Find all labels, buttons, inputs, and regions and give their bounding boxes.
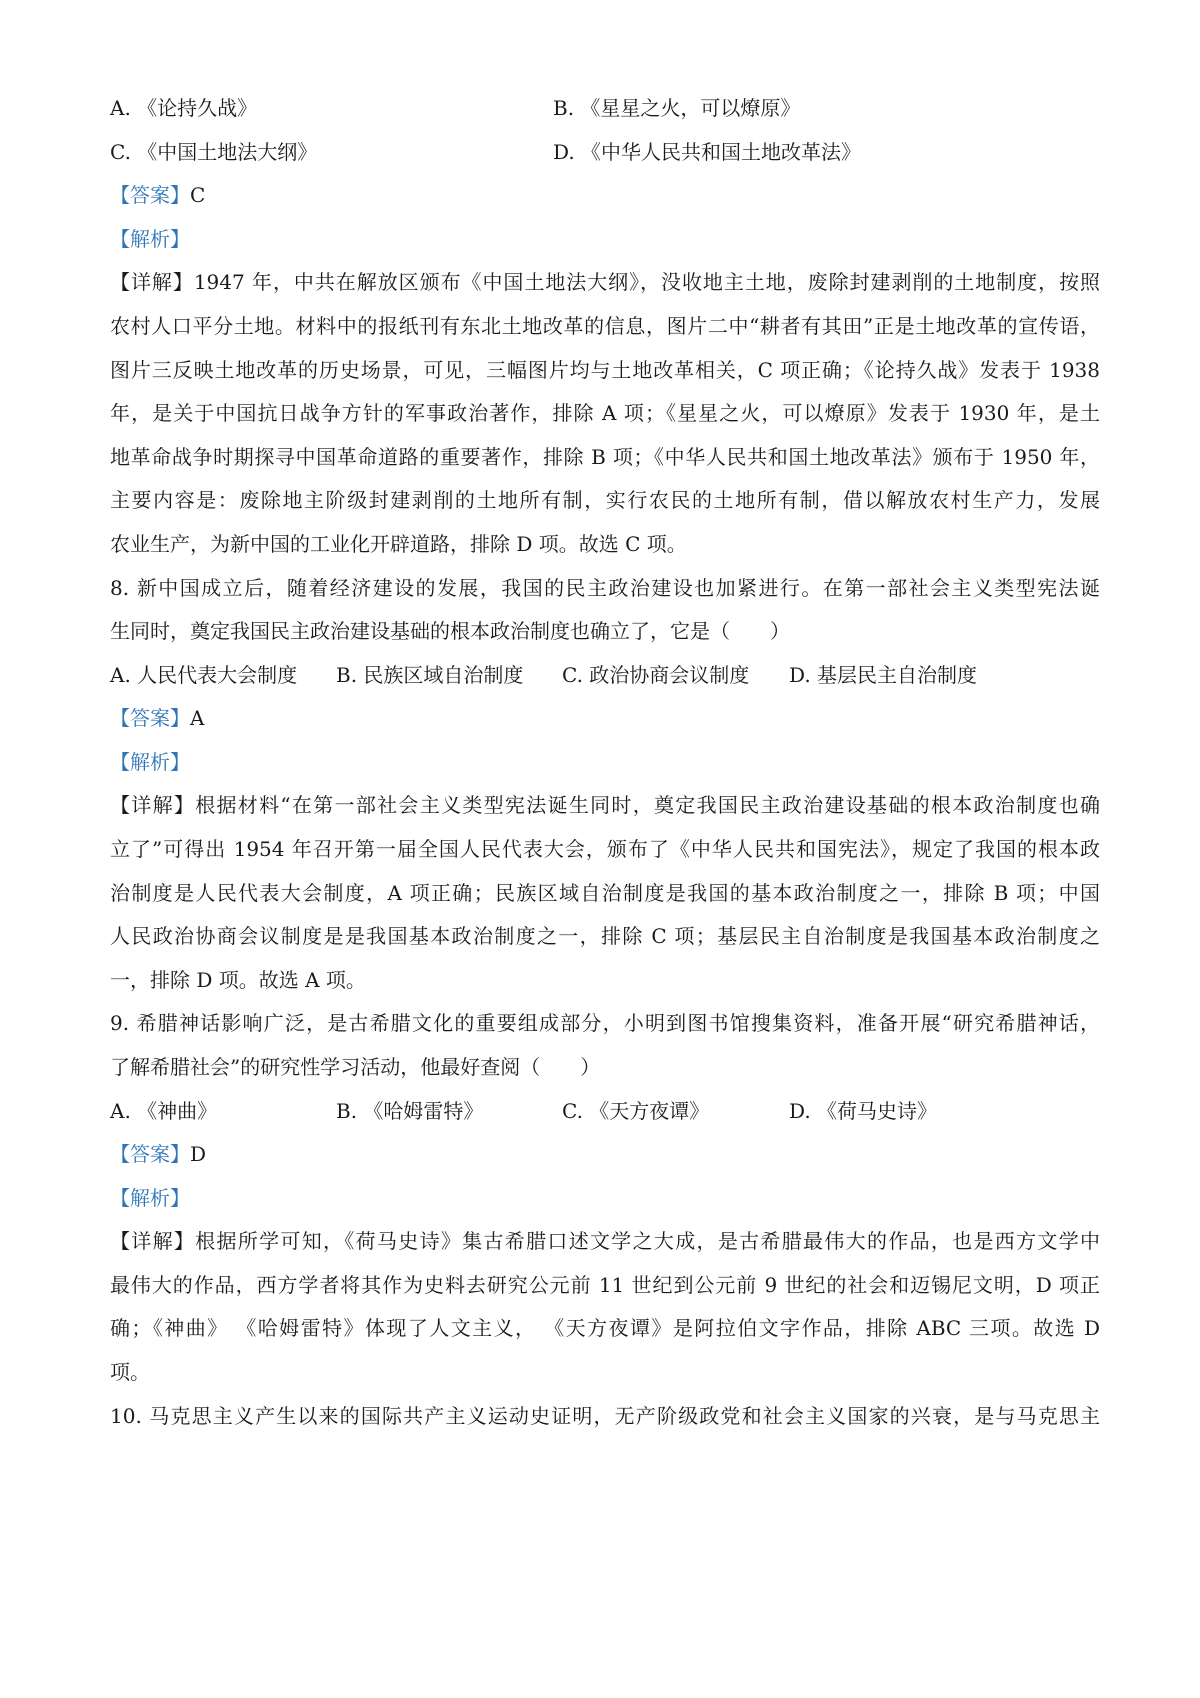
q8-answer <box>110 704 1100 732</box>
detail-text: 根据材料“在第一部社会主义类型宪法诞生同时，奠定我国民主政治建设基础的根本政治制度也确 <box>195 793 1100 817</box>
q7-detail-line-2: 农村人口平分土地。材料中的报纸刊有东北土地改革的信息，图片二中“耕者有其田”正是土地改革的宣传语， <box>110 314 1100 338</box>
q9-detail-line-4: 项。 <box>110 1360 150 1384</box>
q8-stem-line-2: 生同时，奠定我国民主政治建设基础的根本政治制度也确立了，它是（ ） <box>110 619 790 643</box>
q7-detail-line-3: 图片三反映土地改革的历史场景，可见，三幅图片均与土地改革相关，C 项正确；《论持久战》发表于 1938 <box>110 358 1100 382</box>
q7-option-a: A. 《论持久战》 <box>110 96 258 120</box>
analysis-tag: 【解析】 <box>110 227 190 251</box>
q8-option-a: A. 人民代表大会制度 <box>110 663 298 687</box>
q9-stem-line-2: 了解希腊社会”的研究性学习活动，他最好查阅（ ） <box>110 1055 601 1079</box>
q8-detail-line-2: 立了”可得出 1954 年召开第一届全国人民代表大会，颁布了《中华人民共和国宪法》，规定了我国的根本政 <box>110 837 1100 861</box>
detail-tag: 【详解】 <box>110 793 196 817</box>
q9-analysis <box>110 1184 1100 1212</box>
q7-detail-line-1 <box>110 268 1100 296</box>
detail-tag: 【详解】 <box>110 270 194 294</box>
q9-detail-line-1 <box>110 1227 1100 1255</box>
q9-option-b: B. 《哈姆雷特》 <box>336 1099 484 1123</box>
q7-option-d: D. 《中华人民共和国土地改革法》 <box>553 140 862 164</box>
answer-value: A <box>190 706 205 730</box>
analysis-tag: 【解析】 <box>110 750 190 774</box>
q8-detail-line-5: 一，排除 D 项。故选 A 项。 <box>110 968 366 992</box>
answer-value: C <box>190 183 206 207</box>
q8-stem-line-1: 8. 新中国成立后，随着经济建设的发展，我国的民主政治建设也加紧进行。在第一部社会主义类型宪法诞 <box>110 576 1100 600</box>
q9-detail-line-3: 确；《神曲》 《哈姆雷特》体现了人文主义， 《天方夜谭》是阿拉伯文字作品，排除 ABC 三项。故选 D <box>110 1316 1100 1340</box>
q7-analysis <box>110 225 1100 253</box>
q7-detail-line-7: 农业生产，为新中国的工业化开辟道路，排除 D 项。故选 C 项。 <box>110 532 687 556</box>
q7-option-b: B. 《星星之火，可以燎原》 <box>553 96 801 120</box>
q9-option-d: D. 《荷马史诗》 <box>789 1099 938 1123</box>
q8-detail-line-4: 人民政治协商会议制度是是我国基本政治制度之一，排除 C 项；基层民主自治制度是我国基本政治制度之 <box>110 924 1100 948</box>
detail-text: 根据所学可知，《荷马史诗》集古希腊口述文学之大成，是古希腊最伟大的作品，也是西方文学中 <box>195 1229 1101 1253</box>
answer-tag: 【答案】 <box>110 183 190 207</box>
q10-stem-line-1: 10. 马克思主义产生以来的国际共产主义运动史证明，无产阶级政党和社会主义国家的兴衰，是与马克思主 <box>110 1404 1100 1428</box>
q9-stem-line-1: 9. 希腊神话影响广泛，是古希腊文化的重要组成部分，小明到图书馆搜集资料，准备开展“研究希腊神话， <box>110 1011 1100 1035</box>
q7-detail-line-5: 地革命战争时期探寻中国革命道路的重要著作，排除 B 项；《中华人民共和国土地改革法》颁布于 1950 年， <box>110 445 1100 469</box>
q9-detail-line-2: 最伟大的作品，西方学者将其作为史料去研究公元前 11 世纪到公元前 9 世纪的社会和迈锡尼文明，D 项正 <box>110 1273 1100 1297</box>
q7-detail-line-6: 主要内容是：废除地主阶级封建剥削的土地所有制，实行农民的土地所有制，借以解放农村生产力，发展 <box>110 488 1100 512</box>
detail-tag: 【详解】 <box>110 1229 196 1253</box>
q7-answer <box>110 181 1100 209</box>
answer-value: D <box>190 1142 207 1166</box>
answer-tag: 【答案】 <box>110 706 190 730</box>
answer-tag: 【答案】 <box>110 1142 190 1166</box>
q9-answer <box>110 1140 1100 1168</box>
q8-option-d: D. 基层民主自治制度 <box>789 663 978 687</box>
q8-detail-line-1 <box>110 791 1100 819</box>
q8-analysis <box>110 748 1100 776</box>
q9-option-a: A. 《神曲》 <box>110 1099 218 1123</box>
q7-option-c: C. 《中国土地法大纲》 <box>110 140 318 164</box>
detail-text: 1947 年，中共在解放区颁布《中国土地法大纲》，没收地主土地，废除封建剥削的土地制度，按照 <box>193 270 1101 294</box>
q7-detail-line-4: 年，是关于中国抗日战争方针的军事政治著作，排除 A 项；《星星之火，可以燎原》发表于 1930 年，是土 <box>110 401 1100 425</box>
q8-option-b: B. 民族区域自治制度 <box>336 663 524 687</box>
analysis-tag: 【解析】 <box>110 1186 190 1210</box>
q8-option-c: C. 政治协商会议制度 <box>562 663 750 687</box>
q8-detail-line-3: 治制度是人民代表大会制度，A 项正确；民族区域自治制度是我国的基本政治制度之一，排除 B 项；中国 <box>110 881 1100 905</box>
q9-option-c: C. 《天方夜谭》 <box>562 1099 710 1123</box>
